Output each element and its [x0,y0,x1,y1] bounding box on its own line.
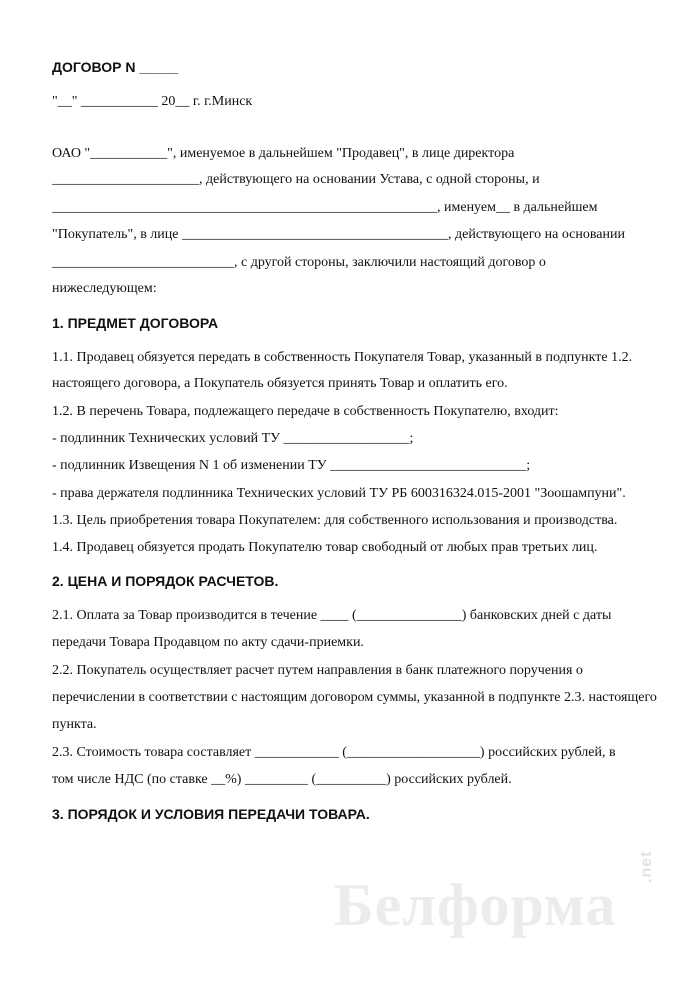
preamble-line: _____________________, действующего на основании Устава, с одной стороны, и [52,172,540,187]
section-1-line: - подлинник Извещения N 1 об изменении ТУ ____________________________; [52,458,531,473]
section-2-line: том числе НДС (по ставке __%) _________ (__________) российских рублей. [52,772,512,787]
section-2-line: 2.2. Покупатель осуществляет расчет путем направления в банк платежного поручения о [52,663,583,678]
section-2-line: 2.3. Стоимость товара составляет ____________ (___________________) российских рублей, в [52,745,616,760]
section-2-line: 2.1. Оплата за Товар производится в течение ____ (_______________) банковских дней с даты [52,608,612,623]
section-1-line: настоящего договора, а Покупатель обязуется принять Товар и оплатить его. [52,376,508,391]
preamble-line: ОАО "___________", именуемое в дальнейшем "Продавец", в лице директора [52,146,515,161]
section-1-heading: 1. ПРЕДМЕТ ДОГОВОРА [52,315,219,331]
contract-title: ДОГОВОР N _____ [52,59,179,75]
section-2-line: передачи Товара Продавцом по акту сдачи-приемки. [52,635,364,650]
preamble-line: нижеследующем: [52,281,157,296]
section-1-line: - подлинник Технических условий ТУ __________________; [52,431,414,446]
section-2-line: перечислении в соответствии с настоящим договором суммы, указанной в подпункте 2.3. настоящего [52,690,657,705]
preamble-line: _______________________________________________________, именуем__ в дальнейшем [52,200,598,215]
preamble-line: __________________________, с другой стороны, заключили настоящий договор о [52,255,546,270]
section-1-line: 1.2. В перечень Товара, подлежащего передаче в собственность Покупателю, входит: [52,404,559,419]
section-1-line: - права держателя подлинника Технических условий ТУ РБ 600316324.015-2001 "Зоошампуни". [52,486,626,501]
section-2-line: пункта. [52,717,97,732]
date-place-line: "__" ___________ 20__ г. г.Минск [52,94,253,109]
section-1-line: 1.1. Продавец обязуется передать в собственность Покупателя Товар, указанный в подпункте 1.2. [52,350,633,365]
section-2-heading: 2. ЦЕНА И ПОРЯДОК РАСЧЕТОВ. [52,573,279,589]
watermark-text: Белформа [334,872,617,938]
section-1-line: 1.3. Цель приобретения товара Покупателем: для собственного использования и производства. [52,513,618,528]
section-1-line: 1.4. Продавец обязуется продать Покупателю товар свободный от любых прав третьих лиц. [52,540,598,555]
preamble-line: "Покупатель", в лице ______________________________________, действующего на основании [52,227,626,242]
watermark-logo [334,850,664,945]
watermark-suffix: .net [638,850,655,883]
section-3-heading: 3. ПОРЯДОК И УСЛОВИЯ ПЕРЕДАЧИ ТОВАРА. [52,806,370,822]
